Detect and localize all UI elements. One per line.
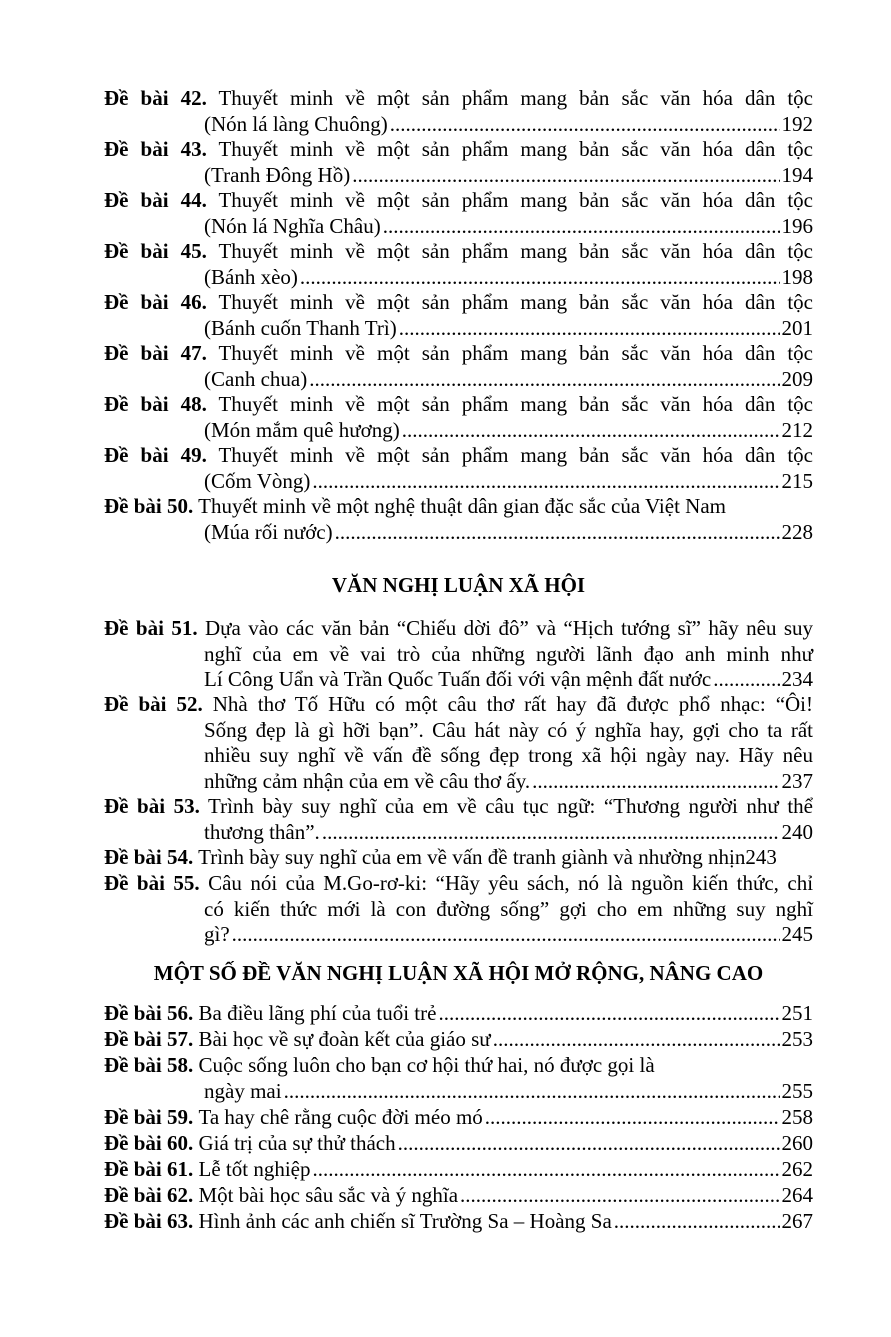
page-number: 260 [781, 1131, 813, 1155]
dot-leader [493, 1027, 780, 1053]
page-number: 228 [781, 519, 813, 544]
entry-first-line [104, 137, 813, 163]
entry-line: Sống đẹp là gì hỡi bạn”. Câu hát này có ý nghĩa hay, gợi cho ta rất [204, 717, 813, 742]
dot-leader [399, 316, 780, 342]
entry-title: Thuyết minh về một sản phẩm mang bản sắc văn hóa dân tộc [218, 443, 814, 467]
dot-leader [335, 520, 780, 546]
toc-entry-59[interactable] [104, 1105, 813, 1131]
entry-first-line: Đề bài 59. Ta hay chê rằng cuộc đời méo mó ..... 258 [104, 1105, 813, 1131]
toc-entry-46[interactable] [104, 290, 813, 341]
toc-entry-58[interactable] [104, 1053, 813, 1104]
entry-first-line: Đề bài 63. Hình ảnh các anh chiến sĩ Trường Sa – Hoàng Sa ..... 267 [104, 1209, 813, 1235]
entry-label: Đề bài 51. [104, 616, 198, 640]
dot-leader [383, 214, 780, 240]
page-number: 258 [781, 1105, 813, 1129]
entry-first-line: Đề bài 61. Lễ tốt nghiệp ..... 262 [104, 1157, 813, 1183]
page-number: 198 [781, 264, 813, 289]
section-heading-nghi-luan-xa-hoi: VĂN NGHỊ LUẬN XÃ HỘI [331, 573, 586, 597]
entry-first-line [104, 443, 813, 469]
entry-label: Đề bài 58. [104, 1053, 194, 1077]
entry-continuation: gì? ..... 245 [104, 922, 813, 948]
entry-label: Đề bài 62. [104, 1183, 194, 1207]
toc-entry-60[interactable] [104, 1131, 813, 1157]
entry-label: Đề bài 59. [104, 1105, 194, 1129]
entry-first-line: Đề bài 57. Bài học về sự đoàn kết của giáo sư ..... 253 [104, 1027, 813, 1053]
entry-label: Đề bài 49. [104, 443, 207, 467]
entry-continuation: ngày mai ..... 255 [104, 1079, 813, 1105]
entry-first-line: Đề bài 62. Một bài học sâu sắc và ý nghĩa ..... 264 [104, 1183, 813, 1209]
dot-leader [614, 1209, 780, 1235]
dot-leader [398, 1131, 780, 1157]
entry-label: Đề bài 46. [104, 290, 207, 314]
entry-title: Thuyết minh về một nghệ thuật dân gian đặc sắc của Việt Nam [198, 494, 726, 518]
entry-label: Đề bài 55. [104, 871, 200, 895]
entry-continuation: (Canh chua) ..... 209 [104, 367, 813, 393]
entry-continuation: (Nón lá Nghĩa Châu) ..... 196 [104, 214, 813, 240]
page-number: 251 [781, 1001, 813, 1025]
entry-first-line [104, 392, 813, 418]
entry-label: Đề bài 61. [104, 1157, 194, 1181]
dot-leader [460, 1183, 779, 1209]
entry-continuation: (Tranh Đông Hồ) ..... 194 [104, 163, 813, 189]
dot-leader [532, 769, 779, 795]
entry-title: Thuyết minh về một sản phẩm mang bản sắc văn hóa dân tộc [218, 239, 814, 263]
entry-label: Đề bài 45. [104, 239, 207, 263]
toc-entry-49[interactable] [104, 443, 813, 494]
entry-first-line: Đề bài 55. Câu nói của M.Go-rơ-ki: “Hãy yêu sách, nó là nguồn kiến thức, chỉ [104, 871, 814, 895]
entry-label: Đề bài 53. [104, 794, 200, 818]
entry-first-line: Đề bài 52. Nhà thơ Tố Hữu có một câu thơ rất hay đã được phổ nhạc: “Ôi! [104, 692, 814, 716]
entry-line: nghĩ của em về vai trò của những người lãnh đạo anh minh như [204, 641, 813, 666]
page-number: 245 [781, 922, 813, 946]
page-number: 253 [781, 1027, 813, 1051]
dot-leader [402, 418, 780, 444]
entry-first-line: Đề bài 53. Trình bày suy nghĩ của em về câu tục ngữ: “Thương người như thể [104, 794, 813, 818]
entry-continuation: (Món mắm quê hương) ..... 212 [104, 418, 813, 444]
toc-entry-52[interactable] [104, 692, 813, 794]
toc-entry-53[interactable] [104, 794, 813, 845]
page-number: 255 [781, 1078, 813, 1103]
entry-label: Đề bài 60. [104, 1131, 194, 1155]
entry-first-line [104, 494, 813, 520]
toc-entry-62[interactable] [104, 1183, 813, 1209]
page-number: 196 [781, 213, 813, 238]
entry-title: Thuyết minh về một sản phẩm mang bản sắc văn hóa dân tộc [218, 137, 814, 161]
entry-label: Đề bài 54. [104, 845, 194, 869]
entry-first-line [104, 86, 813, 112]
toc-entry-43[interactable] [104, 137, 813, 188]
entry-continuation: Lí Công Uẩn và Trần Quốc Tuấn đối với vận mệnh đất nước ..... 234 [104, 667, 813, 693]
entry-continuation: (Cốm Vòng) ..... 215 [104, 469, 813, 495]
dot-leader [322, 820, 780, 846]
toc-entry-55[interactable] [104, 871, 813, 948]
page-number: 201 [781, 315, 813, 340]
entry-continuation: (Bánh xèo) ..... 198 [104, 265, 813, 291]
toc-entry-56[interactable] [104, 1001, 813, 1027]
entry-continuation: (Bánh cuốn Thanh Trì) ..... 201 [104, 316, 813, 342]
dot-leader [438, 1001, 779, 1027]
page-number: 240 [781, 819, 813, 844]
page-number: 192 [781, 111, 813, 136]
entry-first-line [104, 341, 813, 367]
page-number: 234 [781, 667, 813, 691]
toc-entry-45[interactable] [104, 239, 813, 290]
dot-leader [312, 1157, 779, 1183]
toc-entry-54[interactable] [104, 845, 813, 871]
dot-leader [309, 367, 779, 393]
entry-continuation: những cảm nhận của em về câu thơ ấy. ..... 237 [104, 769, 813, 795]
entry-label: Đề bài 57. [104, 1027, 194, 1051]
dot-leader [300, 265, 780, 291]
page-number: 262 [781, 1157, 813, 1181]
page-number: 264 [781, 1183, 813, 1207]
dot-leader [352, 163, 779, 189]
dot-leader [713, 667, 779, 693]
entry-line: có kiến thức mới là con đường sống” gợi cho em những suy nghĩ [204, 896, 813, 921]
dot-leader [312, 469, 779, 495]
entry-continuation: (Nón lá làng Chuông) ..... 192 [104, 112, 813, 138]
entry-first-line: Đề bài 56. Ba điều lãng phí của tuổi trẻ ..... 251 [104, 1001, 813, 1027]
entry-first-line: Đề bài 60. Giá trị của sự thử thách ..... 260 [104, 1131, 813, 1157]
entry-label: Đề bài 52. [104, 692, 203, 716]
page-number: 194 [781, 162, 813, 187]
dot-leader [284, 1079, 780, 1105]
page-number: 212 [781, 417, 813, 442]
dot-leader [390, 112, 780, 138]
entry-label: Đề bài 47. [104, 341, 207, 365]
entry-title: Thuyết minh về một sản phẩm mang bản sắc văn hóa dân tộc [218, 341, 814, 365]
toc-entry-44[interactable] [104, 188, 813, 239]
dot-leader [485, 1105, 780, 1131]
toc-entry-47[interactable] [104, 341, 813, 392]
page-number: 243 [745, 845, 777, 869]
entry-label: Đề bài 56. [104, 1001, 194, 1025]
page-number: 267 [781, 1209, 813, 1233]
entry-title: Thuyết minh về một sản phẩm mang bản sắc văn hóa dân tộc [218, 392, 814, 416]
entry-title: Thuyết minh về một sản phẩm mang bản sắc văn hóa dân tộc [218, 86, 814, 110]
toc-entry-63[interactable] [104, 1209, 813, 1235]
entry-first-line [104, 290, 813, 316]
toc-entry-42[interactable] [104, 86, 813, 137]
dot-leader [232, 922, 780, 948]
page-number: 209 [781, 366, 813, 391]
toc-entry-51[interactable] [104, 616, 813, 693]
entry-label: Đề bài 44. [104, 188, 207, 212]
entry-first-line: Đề bài 54. Trình bày suy nghĩ của em về vấn đề tranh giành và nhường nhịn243 [104, 845, 777, 869]
entry-label: Đề bài 50. [104, 494, 194, 518]
entry-first-line [104, 239, 813, 265]
entry-first-line [104, 188, 813, 214]
entry-continuation: (Múa rối nước) ..... 228 [104, 520, 813, 546]
entry-label: Đề bài 48. [104, 392, 207, 416]
toc-entry-61[interactable] [104, 1157, 813, 1183]
toc-entry-48[interactable] [104, 392, 813, 443]
entry-label: Đề bài 42. [104, 86, 207, 110]
entry-label: Đề bài 63. [104, 1209, 194, 1233]
entry-line: nhiều suy nghĩ về vấn đề sống đẹp trong xã hội ngày nay. Hãy nêu [204, 743, 813, 767]
entry-first-line: Đề bài 58. Cuộc sống luôn cho bạn cơ hội thứ hai, nó được gọi là [104, 1053, 655, 1077]
entry-title: Thuyết minh về một sản phẩm mang bản sắc văn hóa dân tộc [218, 290, 814, 314]
page-number: 215 [781, 468, 813, 493]
section-heading-mo-rong-nang-cao: MỘT SỐ ĐỀ VĂN NGHỊ LUẬN XÃ HỘI MỞ RỘNG, NÂNG CAO [153, 961, 764, 985]
entry-first-line: Đề bài 51. Dựa vào các văn bản “Chiếu dời đô” và “Hịch tướng sĩ” hãy nêu suy [104, 616, 814, 640]
toc-entry-57[interactable] [104, 1027, 813, 1053]
page-number: 237 [781, 768, 813, 793]
toc-entry-50[interactable] [104, 494, 813, 545]
entry-continuation: thương thân”. ..... 240 [104, 820, 813, 846]
entry-title: Thuyết minh về một sản phẩm mang bản sắc văn hóa dân tộc [218, 188, 814, 212]
entry-label: Đề bài 43. [104, 137, 207, 161]
